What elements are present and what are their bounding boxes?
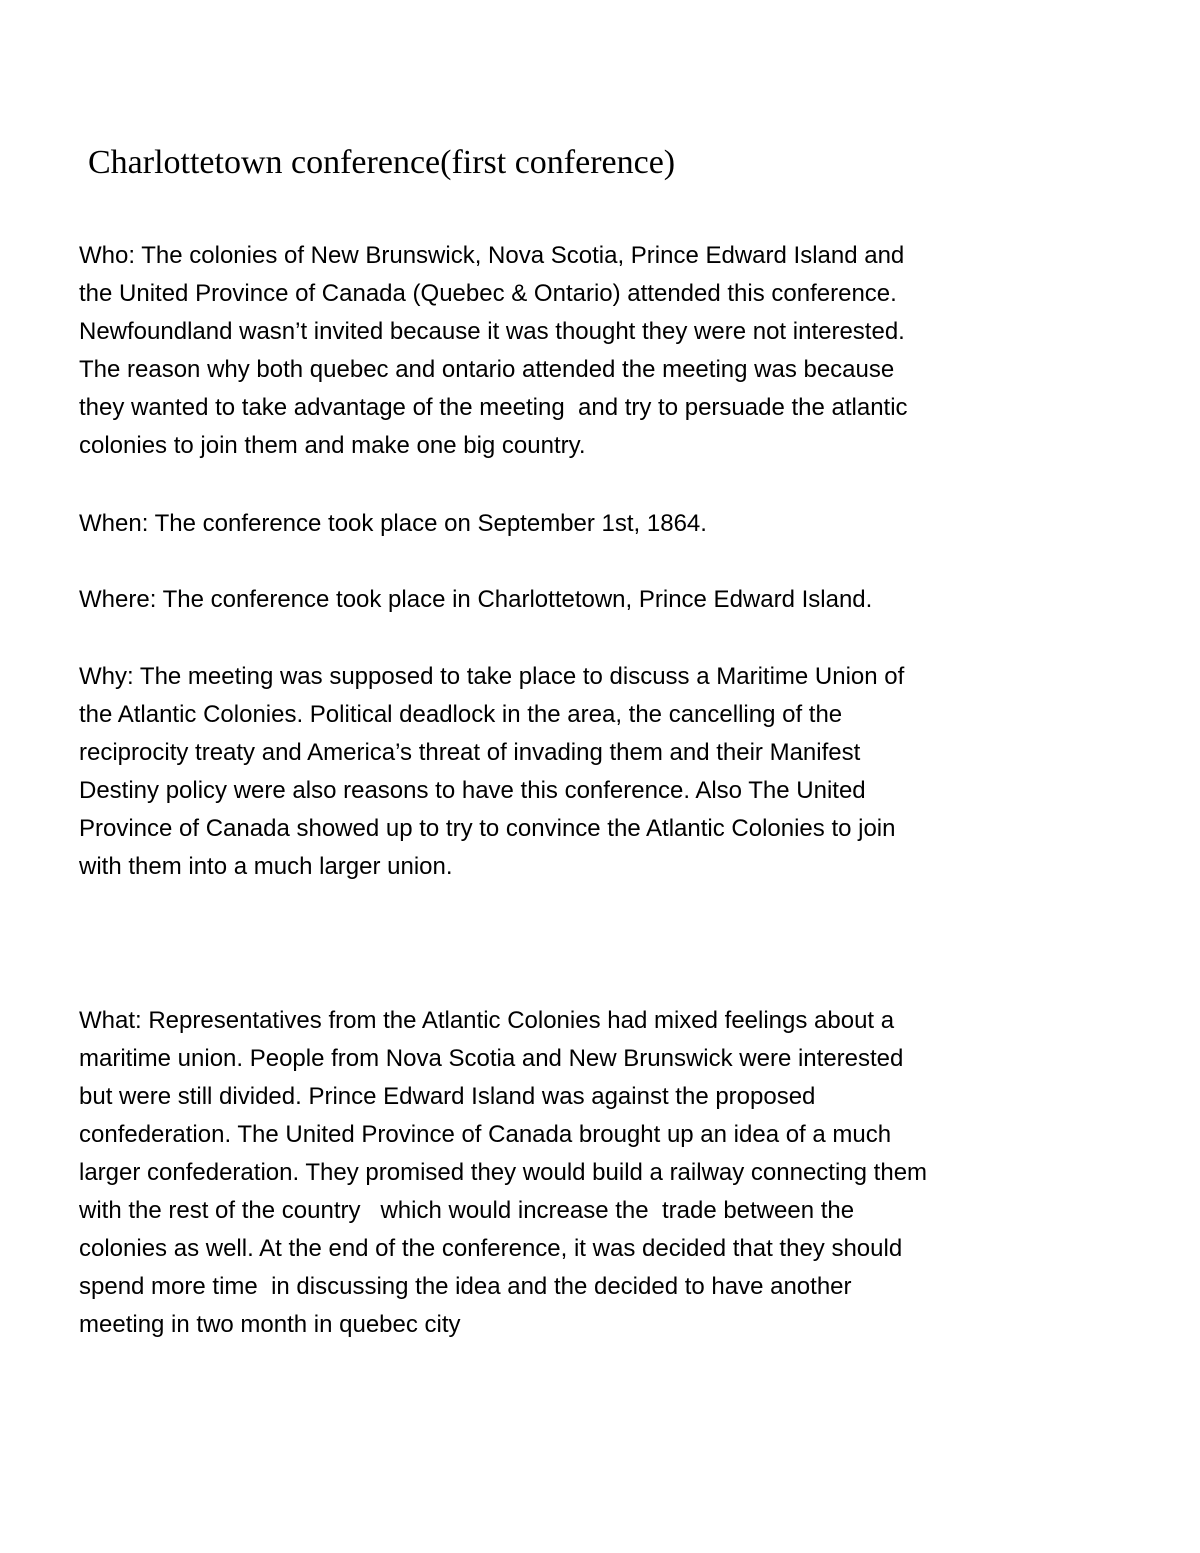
paragraph-line: confederation. The United Province of Canada brought up an idea of a much — [79, 1121, 892, 1148]
paragraph-line: maritime union. People from Nova Scotia and New Brunswick were interested — [79, 1045, 904, 1072]
paragraph-line: larger confederation. They promised they would build a railway connecting them — [79, 1159, 928, 1186]
paragraph-line: Who: The colonies of New Brunswick, Nova Scotia, Prince Edward Island and — [79, 242, 905, 269]
paragraph-line: Province of Canada showed up to try to convince the Atlantic Colonies to join — [79, 815, 896, 842]
paragraph-line: reciprocity treaty and America’s threat of invading them and their Manifest — [79, 739, 861, 766]
paragraph-line: Where: The conference took place in Charlottetown, Prince Edward Island. — [79, 586, 873, 613]
paragraph-line: the Atlantic Colonies. Political deadlock in the area, the cancelling of the — [79, 701, 843, 728]
paragraph-line: What: Representatives from the Atlantic Colonies had mixed feelings about a — [79, 1007, 895, 1034]
paragraph-line: colonies to join them and make one big country. — [79, 432, 586, 459]
paragraph-line: When: The conference took place on September 1st, 1864. — [79, 510, 707, 537]
document-title: Charlottetown conference(first conference) — [88, 144, 676, 181]
paragraph-line: with them into a much larger union. — [79, 853, 453, 880]
paragraph-line: The reason why both quebec and ontario attended the meeting was because — [79, 356, 895, 383]
paragraph-why — [79, 658, 904, 886]
paragraph-who — [79, 237, 908, 465]
paragraph-line: colonies as well. At the end of the conference, it was decided that they should — [79, 1235, 903, 1262]
paragraph-what — [79, 1002, 927, 1344]
paragraph-line: meeting in two month in quebec city — [79, 1311, 461, 1338]
paragraph-line: the United Province of Canada (Quebec & Ontario) attended this conference. — [79, 280, 897, 307]
paragraph-line: Why: The meeting was supposed to take place to discuss a Maritime Union of — [79, 663, 905, 690]
paragraph-line: but were still divided. Prince Edward Island was against the proposed — [79, 1083, 816, 1110]
paragraph-where — [79, 581, 872, 619]
paragraph-line: Destiny policy were also reasons to have this conference. Also The United — [79, 777, 866, 804]
paragraph-line: they wanted to take advantage of the meeting and try to persuade the atlantic — [79, 394, 908, 421]
paragraph-when — [79, 505, 707, 543]
paragraph-line: spend more time in discussing the idea and the decided to have another — [79, 1273, 852, 1300]
paragraph-line: with the rest of the country which would increase the trade between the — [79, 1197, 855, 1224]
paragraph-line: Newfoundland wasn’t invited because it was thought they were not interested. — [79, 318, 905, 345]
